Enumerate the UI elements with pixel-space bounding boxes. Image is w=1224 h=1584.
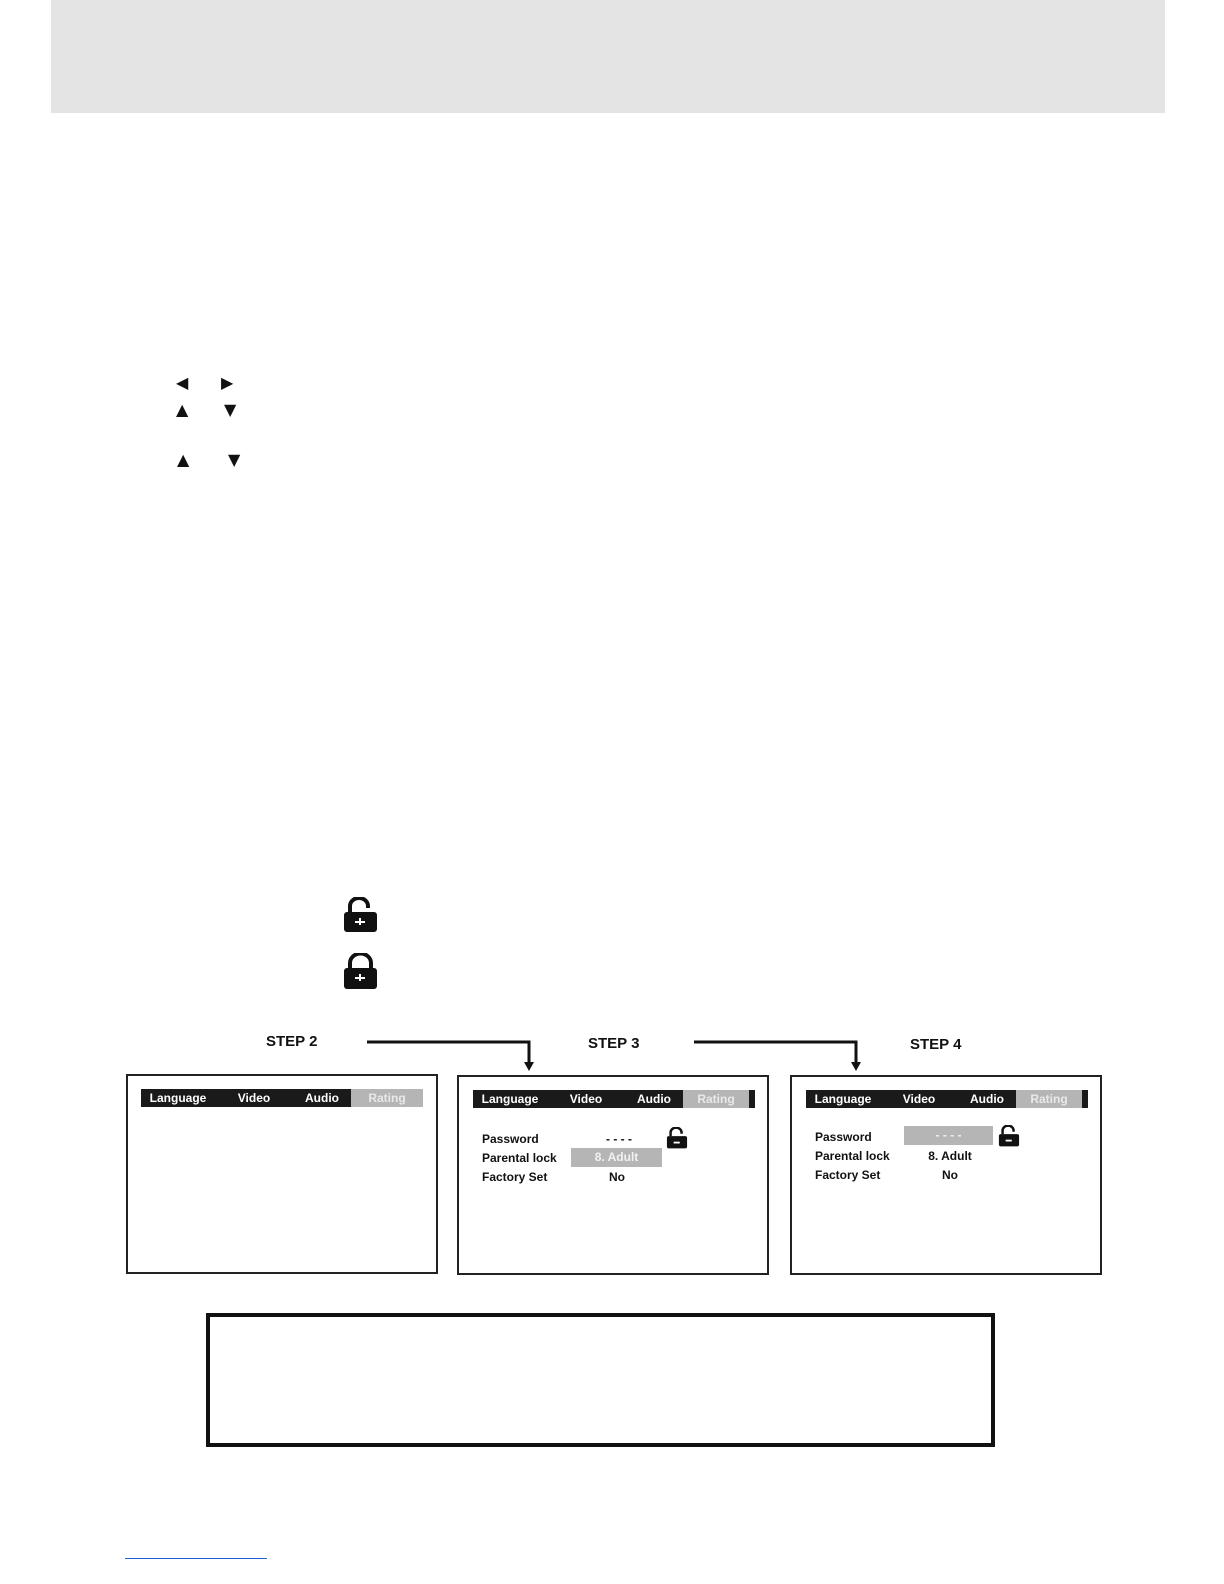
up-arrow-icon: ▲: [177, 450, 190, 469]
tab-language[interactable]: Language: [814, 1092, 872, 1106]
tab-rating[interactable]: Rating: [683, 1090, 749, 1108]
menu-tab-bar: [141, 1089, 423, 1107]
tab-rating[interactable]: Rating: [351, 1089, 423, 1107]
parental-lock-label: Parental lock: [482, 1151, 557, 1165]
step-3-label: STEP 3: [588, 1035, 640, 1052]
step-4-label: STEP 4: [910, 1036, 962, 1053]
unlocked-lock-icon: [666, 1127, 688, 1149]
tab-audio[interactable]: Audio: [305, 1091, 339, 1105]
factory-set-label: Factory Set: [482, 1170, 548, 1184]
tab-video[interactable]: Video: [569, 1092, 603, 1106]
factory-set-value[interactable]: No: [942, 1168, 958, 1182]
tab-rating[interactable]: Rating: [1016, 1090, 1082, 1108]
down-arrow-icon: ▼: [224, 400, 237, 419]
factory-set-label: Factory Set: [815, 1168, 881, 1182]
step-2-label: STEP 2: [266, 1033, 318, 1050]
up-arrow-icon: ▲: [176, 400, 189, 419]
factory-set-value[interactable]: No: [609, 1170, 625, 1184]
down-arrow-icon: ▼: [228, 450, 241, 469]
tab-audio[interactable]: Audio: [970, 1092, 1004, 1106]
menu-tab-bar: [806, 1090, 1088, 1108]
osd-screen-step-4: [790, 1075, 1102, 1275]
unlocked-lock-icon: [998, 1125, 1020, 1147]
note-box: [206, 1313, 995, 1447]
locked-lock-icon: [343, 953, 378, 990]
tab-language[interactable]: Language: [149, 1091, 207, 1105]
tab-audio[interactable]: Audio: [637, 1092, 671, 1106]
password-label: Password: [482, 1132, 539, 1146]
header-band: [51, 0, 1165, 113]
parental-lock-value[interactable]: 8. Adult: [571, 1148, 662, 1167]
osd-screen-step-3: [457, 1075, 769, 1275]
password-value[interactable]: - - - -: [606, 1132, 632, 1146]
password-label: Password: [815, 1130, 872, 1144]
left-arrow-icon: ◀: [176, 373, 189, 392]
parental-lock-label: Parental lock: [815, 1149, 890, 1163]
unlocked-lock-icon: [343, 897, 378, 933]
tab-video[interactable]: Video: [902, 1092, 936, 1106]
osd-screen-step-2: [126, 1074, 438, 1274]
password-value[interactable]: - - - -: [904, 1126, 993, 1145]
parental-lock-value[interactable]: 8. Adult: [928, 1149, 972, 1163]
right-arrow-icon: ▶: [221, 373, 234, 392]
tab-video[interactable]: Video: [237, 1091, 271, 1105]
tab-language[interactable]: Language: [481, 1092, 539, 1106]
footer-rule: [125, 1558, 267, 1559]
menu-tab-bar: [473, 1090, 755, 1108]
